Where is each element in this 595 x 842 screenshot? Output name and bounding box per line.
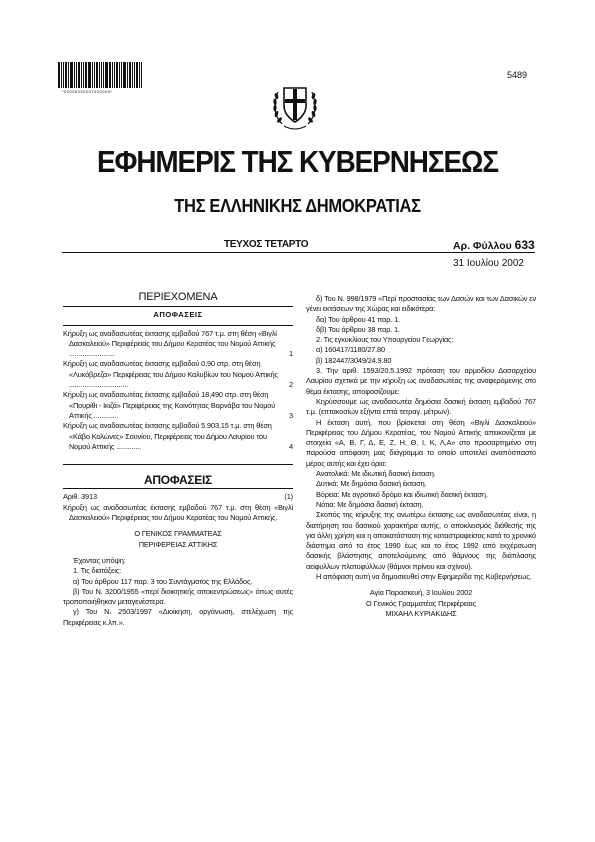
- issue-date: 31 Ιουλίου 2002: [453, 258, 524, 269]
- toc-item-text: Κήρυξη ως αναδασωτέας έκτασης εμβαδού 18,490 στρ. στη θέση «Πουρίθι - Ικιζά» Περιφέρειας της Κοινότητας Βαρνάβα του Νομού Αττικής .............: [63, 390, 276, 420]
- barcode-bar: [114, 62, 115, 88]
- toc-item-text: Κήρυξη ως αναδασωτέας έκτασης εμβαδού 767 τ.μ. στη θέση «Βιγλί Δασκαλειού» Περιφέρειας του Δήμου Κερατέας του Νομού Αττικής ........................: [63, 328, 277, 359]
- border-south: Νότια: Με δημόσια δασική έκταση.: [316, 499, 424, 509]
- issue-label: ΤΕΥΧΟΣ ΤΕΤΑΡΤΟ: [224, 239, 309, 250]
- place-date: Αγία Παρασκευή, 3 Ιουλίου 2002: [369, 588, 473, 598]
- barcode-bar: [139, 62, 140, 88]
- provision-a: α) Του άρθρου 117 παρ. 3 του Συντάγματος της Ελλάδος.: [73, 576, 253, 586]
- barcode-bar: [94, 62, 95, 88]
- considering: Έχοντας υπόψη:: [73, 555, 126, 565]
- decision-subject: Κήρυξη ως αναδασωτέας έκτασης εμβαδού 767 τ.μ. στη θέση «Βιγλί Δασκαλειού» Περιφέρειας του Δήμου Κερατέας του Νομού Αττικής.: [63, 502, 293, 523]
- provision-da: δα) Του άρθρου 41 παρ. 1.: [316, 314, 400, 324]
- header-rule: [62, 252, 535, 253]
- purpose: Σκοπός της κήρυξης της ανωτέρω έκτασης ως αναδασωτέας είναι, η διατήρηση του δασικού χαρακτήρα αυτής, ο αποκλεισμός διάθεσής της για άλλη χρήση και η αποκατάσταση της καταστραφείσας κατά το χρονικό διάστημα από το έτος 1990 έως και το έτος 1992 από εκχέρσωση δασικής βλάστησης αποτελούμενης από θάμνους της διάπλασης αείφυλλων πλατυφύλλων (θάμνοι πρίνου και σχίνου).: [306, 510, 536, 571]
- barcode-bar: [121, 62, 122, 88]
- barcode-bar: [63, 62, 64, 88]
- gazette-subtitle: ΤΗΣ ΕΛΛΗΝΙΚΗΣ ΔΗΜΟΚΡΑΤΙΑΣ: [174, 196, 421, 216]
- signer-name: ΜΙΧΑΗΛ ΚΥΡΙΑΚΙΔΗΣ: [385, 608, 457, 618]
- barcode-bar: [99, 62, 100, 88]
- barcode-bar: [134, 62, 135, 88]
- barcode-bar: [105, 62, 108, 88]
- barcode-bar: [136, 62, 138, 88]
- signer-title: Ο Γενικός Γραμματέας Περιφέρειας: [365, 598, 476, 608]
- toc-section: ΑΠΟΦΑΣΕΙΣ: [153, 310, 203, 320]
- publication-order: Η απόφαση αυτή να δημοσιευθεί στην Εφημερίδα της Κυβερνήσεως.: [316, 572, 532, 582]
- barcode-bar: [58, 62, 60, 88]
- barcode-bar: [127, 62, 128, 88]
- authority-line-2: ΠΕΡΙΦΕΡΕΙΑΣ ΑΤΤΙΚΗΣ: [138, 539, 218, 549]
- barcode-bar: [101, 62, 102, 88]
- area-description: Η έκταση αυτή, που βρίσκεται στη θέση «Βιγλί Δασκαλειού» Περιφέρειας του Δήμου Κερατέας, του Νομού Αττικής απεικονίζεται με στοιχεία «Α, Β, Γ, Δ, Ε, Ζ, Η, Θ, Ι, Κ, Λ,Α» στο προσαρτημένο στη παρούσα απόφαση μας διάγραμμα το οποίο αποτελεί αναπόσπαστο μέρος αυτής και έχει όρια:: [306, 417, 536, 468]
- barcode-bar: [83, 62, 84, 88]
- right-column: [306, 294, 536, 619]
- decision-number: [63, 492, 293, 502]
- gazette-title: ΕΦΗΜΕΡΙΣ ΤΗΣ ΚΥΒΕΡΝΗΣΕΩΣ: [96, 144, 499, 179]
- divider: [63, 464, 293, 465]
- toc-item: [63, 421, 293, 452]
- decisions-heading: ΑΠΟΦΑΣΕΙΣ: [144, 473, 212, 488]
- toc-item-num: 1: [289, 349, 293, 359]
- barcode-bar: [132, 62, 133, 88]
- barcode-bar: [123, 62, 126, 88]
- circular-a: α) 160417/1180/27.80: [316, 345, 385, 355]
- toc-item-num: 4: [289, 441, 293, 451]
- border-west: Δυτικά: Με δημόσια δασική έκταση.: [316, 479, 427, 489]
- decision-number-ref: (1): [284, 492, 293, 502]
- circulars: 2. Τις εγκυκλίους του Υπουργείου Γεωργίας:: [316, 335, 454, 345]
- barcode-bar: [68, 62, 69, 88]
- barcode-number: *02006330207020008*: [62, 89, 113, 93]
- proposal: 3. Την αριθ. 1593/20.5.1992 πρόταση του αρμοδίου Δασαρχείου Λαυρίου σχετικά με την κήρυξη ως αναδασωτέας της αναφερόμενης στο θέμα έκτασης, αποφασίζουμε:: [306, 366, 536, 396]
- provision-b: β) Του Ν. 3200/1955 «περί διοικητικής αποκεντρώσεως» όπως αυτές τροποποιήθηκαν μεταγενέστερα.: [63, 586, 293, 607]
- provisions: 1. Τις διατάξεις:: [73, 566, 122, 576]
- toc-item: [63, 359, 293, 390]
- barcode-bar: [61, 62, 62, 88]
- toc-item: [63, 329, 293, 360]
- divider: [63, 306, 293, 307]
- greek-coat-of-arms-icon: [270, 80, 320, 132]
- page-number: 5489: [507, 70, 528, 80]
- authority-line-1: Ο ΓΕΝΙΚΟΣ ΓΡΑΜΜΑΤΕΑΣ: [134, 529, 222, 539]
- divider: [63, 488, 293, 489]
- barcode-bar: [119, 62, 120, 88]
- border-north: Βόρεια: Με αγροτικό δρόμο και ιδιωτική δασική έκταση.: [316, 489, 488, 499]
- barcode-bar: [85, 62, 87, 88]
- sheet-value: 633: [514, 238, 535, 252]
- provision-c: γ) Του Ν. 2503/1997 «Διοίκηση, οργάνωση, στελέχωση της Περιφέρειας κ.λπ.».: [63, 607, 293, 627]
- divider: [63, 325, 293, 326]
- barcode-bar: [96, 62, 98, 88]
- barcode-bar: [65, 62, 67, 88]
- provision-db: δβ) Του άρθρου 38 παρ. 1.: [316, 324, 400, 334]
- border-east: Ανατολικά: Με ιδιωτική δασική έκταση.: [316, 469, 436, 479]
- toc-item-text: Κήρυξη ως αναδασωτέας έκτασης εμβαδού 0,90 στρ. στη θέση «Λυκόβρεζα» Περιφέρειας του Δήμου Καλυβίων του Νομού Αττικής ...............................: [63, 359, 278, 390]
- barcode-bar: [92, 62, 93, 88]
- toc-item-num: 2: [289, 380, 293, 390]
- toc-item-text: Κήρυξη ως αναδασωτέας έκτασης εμβαδού 5.903,15 τ.μ. στη θέση «Κάβο Κολώνες» Σουνίου, Περιφέρειας του Δήμου Λαυρίου του Νομού Αττικής .............: [63, 421, 272, 451]
- barcode-bar: [81, 62, 82, 88]
- toc-item-num: 3: [289, 410, 293, 420]
- barcode-bar: [116, 62, 118, 88]
- sheet-label: Αρ. Φύλλου: [453, 240, 512, 252]
- barcode-bar: [112, 62, 113, 88]
- barcode-bar: [70, 62, 73, 88]
- left-column: [63, 292, 293, 628]
- sheet-number: [453, 238, 535, 252]
- barcode-bar: [78, 62, 80, 88]
- barcode-bar: [88, 62, 91, 88]
- circular-b: β) 182447/3049/24.9.80: [316, 355, 392, 365]
- barcode-bar: [74, 62, 75, 88]
- declaration: Κηρύσσουμε ως αναδασωτέα δημόσια δασική έκταση εμβαδού 767 τ.μ. (επτακοσίων εξήντα επτά τετραγ. μέτρων).: [306, 396, 536, 417]
- toc-heading: ΠΕΡΙΕΧΟΜΕΝΑ: [138, 291, 218, 303]
- decision-number-label: Αριθ. 3913: [63, 492, 97, 502]
- barcode: [58, 62, 144, 88]
- barcode-bar: [109, 62, 111, 88]
- barcode-bar: [76, 62, 77, 88]
- toc-item: [63, 390, 293, 421]
- provision-d: δ) Του Ν. 998/1979 «Περί προστασίας των Δασών και των Δασικών εν γένει εκτάσεων της Χώρας και ειδικότερα:: [306, 294, 536, 314]
- barcode-bar: [129, 62, 131, 88]
- barcode-bar: [141, 62, 142, 88]
- barcode-bar: [103, 62, 104, 88]
